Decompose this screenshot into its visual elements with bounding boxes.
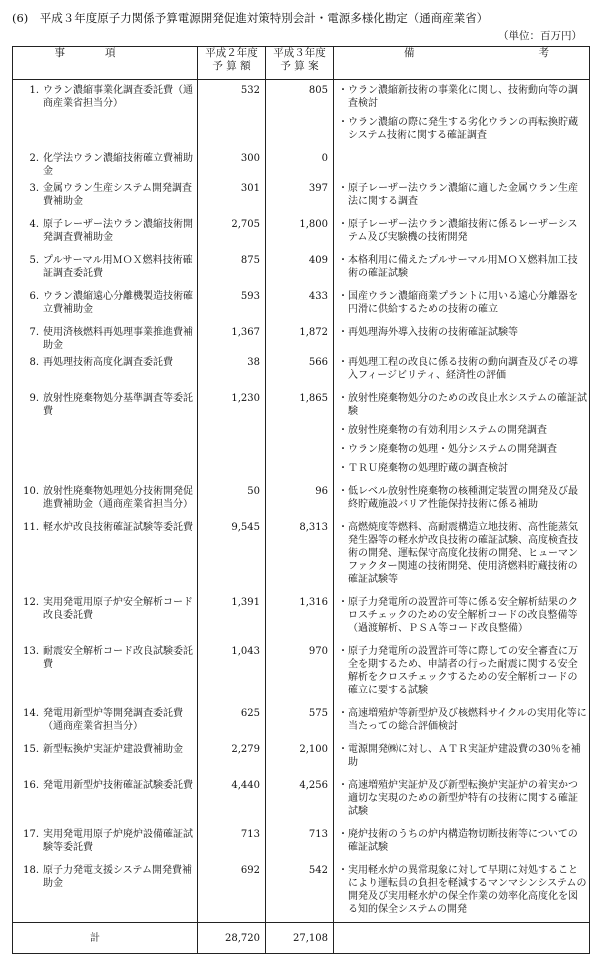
budget-h3-cell: 1,865 — [266, 388, 334, 481]
bullet-icon: ・ — [338, 486, 348, 497]
bullet-icon: ・ — [338, 183, 348, 194]
note-text: 廃炉技術のうちの炉内構造物切断技術等についての確証試験 — [348, 829, 578, 853]
notes-cell — [334, 214, 590, 250]
unit-label: （単位：百万円） — [498, 30, 582, 42]
table-row — [13, 775, 590, 824]
budget-h2-cell: 300 — [198, 148, 266, 178]
budget-h2-cell: 532 — [198, 80, 266, 149]
item-number: 8. — [29, 357, 39, 368]
note-item — [338, 254, 587, 280]
note-item — [338, 743, 587, 769]
notes-cell — [334, 481, 590, 517]
item-number: 17. — [23, 829, 39, 840]
bullet-icon: ・ — [338, 780, 348, 791]
item-number: 16. — [23, 780, 39, 791]
note-item — [338, 707, 587, 733]
note-text: 放射性廃棄物処分のための改良止水システムの確証試験 — [348, 393, 587, 417]
table-row — [13, 352, 590, 388]
item-name: 化学法ウラン濃縮技術確立費補助金 — [43, 153, 193, 177]
notes-cell — [334, 388, 590, 481]
table-row — [13, 703, 590, 739]
item-number: 4. — [29, 219, 39, 230]
item-cell — [13, 178, 198, 214]
item-cell — [13, 80, 198, 149]
bullet-icon: ・ — [338, 444, 348, 455]
note-item — [338, 356, 587, 382]
bullet-icon: ・ — [338, 597, 348, 608]
budget-h3-cell: 970 — [266, 641, 334, 703]
table-row — [13, 641, 590, 703]
budget-h2-cell: 2,279 — [198, 739, 266, 775]
item-cell — [13, 388, 198, 481]
item-number: 7. — [29, 327, 39, 338]
note-text: 電源開発㈱に対し、ＡＴＲ実証炉建設費の30％を補助 — [348, 744, 581, 768]
note-text: 高燃焼度等燃料、高耐震構造立地技術、高性能蒸気発生器等の軽水炉改良技術の確証試験、高度検査技術の開発、運転保守高度化技術の開発、ヒューマンファクター関連の技術開発、使用済燃料貯蔵技術の確証試験等 — [348, 522, 578, 585]
bullet-icon: ・ — [338, 327, 348, 338]
note-item — [338, 521, 587, 586]
budget-h3-cell: 397 — [266, 178, 334, 214]
budget-h3-cell: 1,316 — [266, 592, 334, 641]
header-budget-h2: 平成２年度 予 算 額 — [198, 47, 266, 80]
budget-h3-cell: 805 — [266, 80, 334, 149]
item-number: 18. — [23, 865, 39, 876]
item-cell — [13, 250, 198, 286]
budget-h2-cell: 692 — [198, 860, 266, 923]
table-row — [13, 517, 590, 592]
note-text: 原子力発電所の設置許可等に係る安全解析結果のクロスチェックのための安全解析コードの改良整備等（過渡解析、ＰＳＡ等コード改良整備） — [348, 597, 578, 634]
budget-h2-cell: 301 — [198, 178, 266, 214]
bullet-icon: ・ — [338, 357, 348, 368]
budget-h2-cell: 38 — [198, 352, 266, 388]
budget-h2-cell: 1,043 — [198, 641, 266, 703]
total-h2: 28,720 — [198, 923, 266, 954]
notes-cell — [334, 80, 590, 149]
item-cell — [13, 517, 198, 592]
bullet-icon: ・ — [338, 463, 348, 474]
budget-h3-cell: 713 — [266, 824, 334, 860]
note-text: 再処理海外導入技術の技術確証試験等 — [348, 327, 518, 338]
bullet-icon: ・ — [338, 865, 348, 876]
item-number: 10. — [23, 486, 39, 497]
header-budget-h3: 平成３年度 予 算 案 — [266, 47, 334, 80]
item-name: 発電用新型炉技術確証試験委託費 — [43, 780, 193, 791]
item-name: 原子力発電支援システム開発費補助金 — [43, 865, 192, 889]
total-label: 計 — [13, 923, 198, 954]
item-name: 再処理技術高度化調査委託費 — [43, 357, 173, 368]
budget-h2-cell: 50 — [198, 481, 266, 517]
budget-h3-cell: 409 — [266, 250, 334, 286]
item-cell — [13, 775, 198, 824]
table-row — [13, 178, 590, 214]
budget-h3-cell: 0 — [266, 148, 334, 178]
budget-h3-cell: 8,313 — [266, 517, 334, 592]
budget-h2-cell: 1,391 — [198, 592, 266, 641]
item-number: 11. — [23, 522, 39, 533]
note-text: 高速増殖炉実証炉及び新型転換炉実証炉の着実かつ適切な実現のための新型炉特有の技術に関する確証試験 — [348, 780, 578, 817]
note-item — [338, 779, 587, 818]
notes-cell — [334, 148, 590, 178]
budget-h2-cell: 4,440 — [198, 775, 266, 824]
note-item — [338, 645, 587, 697]
item-cell — [13, 322, 198, 352]
note-text: 低レベル放射性廃棄物の核種測定装置の開発及び最終貯蔵施設バリア性能保持技術に係る補助 — [348, 486, 578, 510]
note-item — [338, 182, 587, 208]
table-row — [13, 388, 590, 481]
item-cell — [13, 148, 198, 178]
bullet-icon: ・ — [338, 219, 348, 230]
budget-h3-cell: 575 — [266, 703, 334, 739]
item-number: 12. — [23, 597, 39, 608]
bullet-icon: ・ — [338, 744, 348, 755]
notes-cell — [334, 739, 590, 775]
bullet-icon: ・ — [338, 85, 348, 96]
notes-cell — [334, 641, 590, 703]
item-number: 13. — [23, 646, 39, 657]
bullet-icon: ・ — [338, 291, 348, 302]
table-header-row — [13, 47, 590, 80]
budget-h2-cell: 9,545 — [198, 517, 266, 592]
header-item: 事項 — [13, 47, 198, 80]
note-item — [338, 116, 587, 142]
item-name: プルサーマル用ＭＯＸ燃料技術確証調査委託費 — [43, 255, 193, 279]
notes-cell — [334, 517, 590, 592]
table-row — [13, 322, 590, 352]
item-name: 新型転換炉実証炉建設費補助金 — [43, 744, 183, 755]
budget-h3-cell: 433 — [266, 286, 334, 322]
item-name: 実用発電用原子炉安全解析コード改良委託費 — [43, 597, 193, 621]
item-number: 15. — [23, 744, 39, 755]
budget-h2-cell: 713 — [198, 824, 266, 860]
item-cell — [13, 824, 198, 860]
notes-cell — [334, 352, 590, 388]
note-item — [338, 462, 587, 475]
item-cell — [13, 352, 198, 388]
budget-h2-cell: 2,705 — [198, 214, 266, 250]
item-number: 14. — [23, 708, 39, 719]
item-cell — [13, 860, 198, 923]
note-item — [338, 290, 587, 316]
item-name: 放射性廃棄物処理処分技術開発促進費補助金（通商産業省担当分） — [43, 486, 193, 510]
table-row — [13, 286, 590, 322]
bullet-icon: ・ — [338, 393, 348, 404]
bullet-icon: ・ — [338, 708, 348, 719]
note-item — [338, 424, 587, 437]
item-name: ウラン濃縮遠心分離機製造技術確立費補助金 — [43, 291, 193, 315]
budget-h2-cell: 625 — [198, 703, 266, 739]
document-title: (6) 平成３年度原子力関係予算電源開発促進対策特別会計・電源多様化勘定（通商産業省） — [12, 11, 489, 25]
item-name: 実用発電用原子炉廃炉設備確証試験等委託費 — [43, 829, 193, 853]
note-text: 本格利用に備えたプルサーマル用ＭＯＸ燃料加工技術の確証試験 — [348, 255, 578, 279]
item-cell — [13, 592, 198, 641]
table-row — [13, 592, 590, 641]
notes-cell — [334, 824, 590, 860]
note-item — [338, 84, 587, 110]
budget-h3-cell: 1,872 — [266, 322, 334, 352]
notes-cell — [334, 775, 590, 824]
item-name: 使用済核燃料再処理事業推進費補助金 — [43, 327, 193, 351]
note-text: 原子力発電所の設置許可等に際しての安全審査に万全を期するため、申請者の行った耐震に関する安全解析をクロスチェックするための安全解析コードの確立に要する試験 — [348, 646, 578, 696]
budget-h2-cell: 593 — [198, 286, 266, 322]
bullet-icon: ・ — [338, 117, 348, 128]
table-body — [13, 80, 590, 923]
note-item — [338, 392, 587, 418]
total-h3: 27,108 — [266, 923, 334, 954]
notes-cell — [334, 592, 590, 641]
item-name: 金属ウラン生産システム開発調査費補助金 — [43, 183, 192, 207]
note-text: 実用軽水炉の異常現象に対して早期に対処することにより運転員の負担を軽減するマンマシンシステムの開発及び実用軽水炉の保全作業の効率化高度化を図る知的保全システムの開発 — [348, 865, 587, 915]
budget-h3-cell: 2,100 — [266, 739, 334, 775]
notes-cell — [334, 178, 590, 214]
note-item — [338, 218, 587, 244]
item-name: 原子レーザー法ウラン濃縮技術開発調査費補助金 — [43, 219, 193, 243]
table-row — [13, 250, 590, 286]
budget-h3-cell: 542 — [266, 860, 334, 923]
item-name: 放射性廃棄物処分基準調査等委託費 — [43, 393, 193, 417]
item-cell — [13, 641, 198, 703]
notes-cell — [334, 703, 590, 739]
item-name: 耐震安全解析コード改良試験委託費 — [43, 646, 193, 670]
bullet-icon: ・ — [338, 255, 348, 266]
note-item — [338, 596, 587, 635]
table-row — [13, 739, 590, 775]
item-cell — [13, 481, 198, 517]
note-item — [338, 326, 587, 339]
note-text: 高速増殖炉等新型炉及び核燃料サイクルの実用化等に当たっての総合評価検討 — [348, 708, 587, 732]
note-item — [338, 828, 587, 854]
note-text: 原子レーザー法ウラン濃縮技術に係るレーザーシステム及び実験機の技術開発 — [348, 219, 578, 243]
note-text: 放射性廃棄物の有効利用システムの開発調査 — [348, 425, 547, 436]
total-row — [13, 923, 590, 954]
item-number: 1. — [29, 85, 39, 96]
note-text: 原子レーザー法ウラン濃縮に適した金属ウラン生産法に関する調査 — [348, 183, 578, 207]
note-item — [338, 864, 587, 916]
note-text: ＴＲＵ廃棄物の処理貯蔵の調査検討 — [348, 463, 508, 474]
item-name: ウラン濃縮事業化調査委託費（通商産業省担当分） — [43, 85, 193, 109]
item-cell — [13, 286, 198, 322]
bullet-icon: ・ — [338, 646, 348, 657]
budget-h2-cell: 1,230 — [198, 388, 266, 481]
item-cell — [13, 214, 198, 250]
item-name: 軽水炉改良技術確証試験等委託費 — [43, 522, 193, 533]
budget-h3-cell: 566 — [266, 352, 334, 388]
bullet-icon: ・ — [338, 522, 348, 533]
table-row — [13, 80, 590, 149]
budget-h3-cell: 4,256 — [266, 775, 334, 824]
table-row — [13, 214, 590, 250]
budget-table — [12, 46, 590, 954]
bullet-icon: ・ — [338, 425, 348, 436]
table-row — [13, 824, 590, 860]
table-row — [13, 860, 590, 923]
budget-h3-cell: 1,800 — [266, 214, 334, 250]
note-text: ウラン濃縮新技術の事業化に関し、技術動向等の調査検討 — [348, 85, 578, 109]
item-name: 発電用新型炉等開発調査委託費（通商産業省担当分） — [43, 708, 183, 732]
notes-cell — [334, 860, 590, 923]
header-notes: 備考 — [334, 47, 590, 80]
item-cell — [13, 703, 198, 739]
note-text: 国産ウラン濃縮商業プラントに用いる遠心分離器を円滑に供給するための技術の確立 — [348, 291, 578, 315]
total-notes-cell — [334, 923, 590, 954]
notes-cell — [334, 322, 590, 352]
item-number: 6. — [29, 291, 39, 302]
item-number: 3. — [29, 183, 39, 194]
item-number: 5. — [29, 255, 39, 266]
bullet-icon: ・ — [338, 829, 348, 840]
item-number: 2. — [29, 153, 39, 164]
notes-cell — [334, 286, 590, 322]
note-item — [338, 443, 587, 456]
note-text: 再処理工程の改良に係る技術の動向調査及びその導入フィージビリティ、経済性の評価 — [348, 357, 578, 381]
note-text: ウラン廃棄物の処理・処分システムの開発調査 — [348, 444, 557, 455]
note-text: ウラン濃縮の際に発生する劣化ウランの再転換貯蔵システム技術に関する確証調査 — [348, 117, 578, 141]
item-cell — [13, 739, 198, 775]
table-row — [13, 148, 590, 178]
note-item — [338, 485, 587, 511]
table-row — [13, 481, 590, 517]
item-number: 9. — [29, 393, 39, 404]
notes-cell — [334, 250, 590, 286]
budget-h2-cell: 1,367 — [198, 322, 266, 352]
budget-h2-cell: 875 — [198, 250, 266, 286]
budget-h3-cell: 96 — [266, 481, 334, 517]
